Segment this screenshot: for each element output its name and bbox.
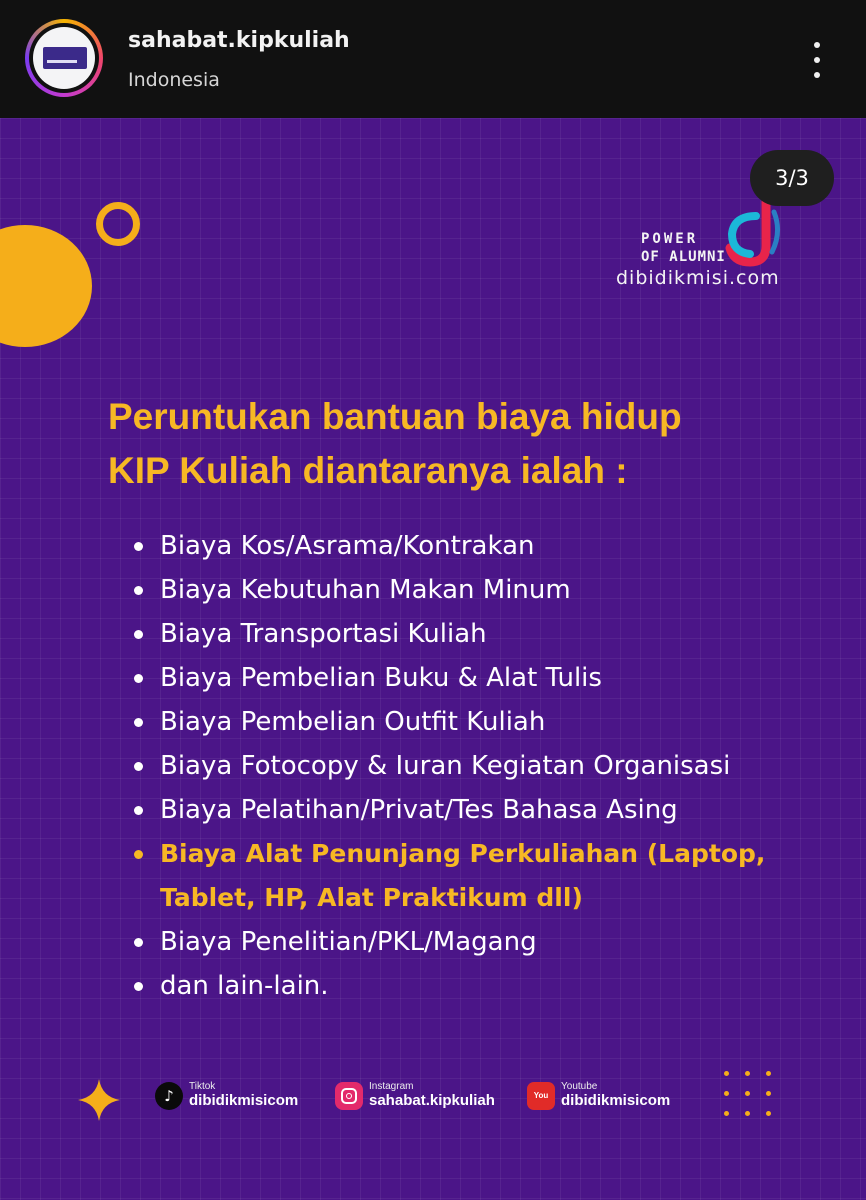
decorative-dots	[724, 1071, 776, 1119]
post-heading	[108, 390, 682, 498]
social-handle: dibidikmisicom	[561, 1092, 671, 1109]
location[interactable]: Indonesia	[128, 69, 220, 91]
list-item-highlight: Biaya Alat Penunjang Perkuliahan (Laptop, Tablet, HP, Alat Praktikum dll)	[160, 832, 810, 920]
kip-card-avatar-icon	[33, 27, 95, 89]
list-item: Biaya Kos/Asrama/Kontrakan	[160, 524, 810, 568]
tiktok-icon: ♪	[155, 1082, 183, 1110]
instagram-icon	[335, 1082, 363, 1110]
social-platform: Tiktok	[189, 1081, 216, 1092]
youtube-icon: You	[527, 1082, 555, 1110]
heading-line-1: Peruntukan bantuan biaya hidup	[108, 396, 682, 437]
social-platform: Instagram	[369, 1081, 414, 1092]
list-item: Biaya Fotocopy & Iuran Kegiatan Organisasi	[160, 744, 810, 788]
list-item: Biaya Pelatihan/Privat/Tes Bahasa Asing	[160, 788, 810, 832]
logo-site-text: dibidikmisi.com	[616, 267, 780, 289]
cost-list	[160, 524, 810, 1008]
list-item: Biaya Pembelian Outfit Kuliah	[160, 700, 810, 744]
sparkle-icon	[78, 1079, 120, 1121]
decorative-circle	[0, 225, 92, 347]
social-handle: sahabat.kipkuliah	[369, 1092, 495, 1109]
more-vertical-icon[interactable]	[806, 38, 828, 82]
list-item: Biaya Penelitian/PKL/Magang	[160, 920, 810, 964]
heading-line-2: KIP Kuliah diantaranya ialah :	[108, 450, 628, 491]
avatar[interactable]	[25, 19, 103, 97]
post-header	[0, 0, 866, 118]
list-item: Biaya Transportasi Kuliah	[160, 612, 810, 656]
logo-alumni-text: OF ALUMNI	[641, 249, 726, 265]
social-platform: Youtube	[561, 1081, 598, 1092]
logo-power-text: POWER	[641, 231, 699, 247]
decorative-ring	[96, 202, 140, 246]
list-item: dan lain-lain.	[160, 964, 810, 1008]
list-item: Biaya Kebutuhan Makan Minum	[160, 568, 810, 612]
username[interactable]: sahabat.kipkuliah	[128, 28, 350, 53]
carousel-counter: 3/3	[750, 150, 834, 206]
post-image	[0, 118, 866, 1200]
list-item: Biaya Pembelian Buku & Alat Tulis	[160, 656, 810, 700]
social-handle: dibidikmisicom	[189, 1092, 299, 1109]
